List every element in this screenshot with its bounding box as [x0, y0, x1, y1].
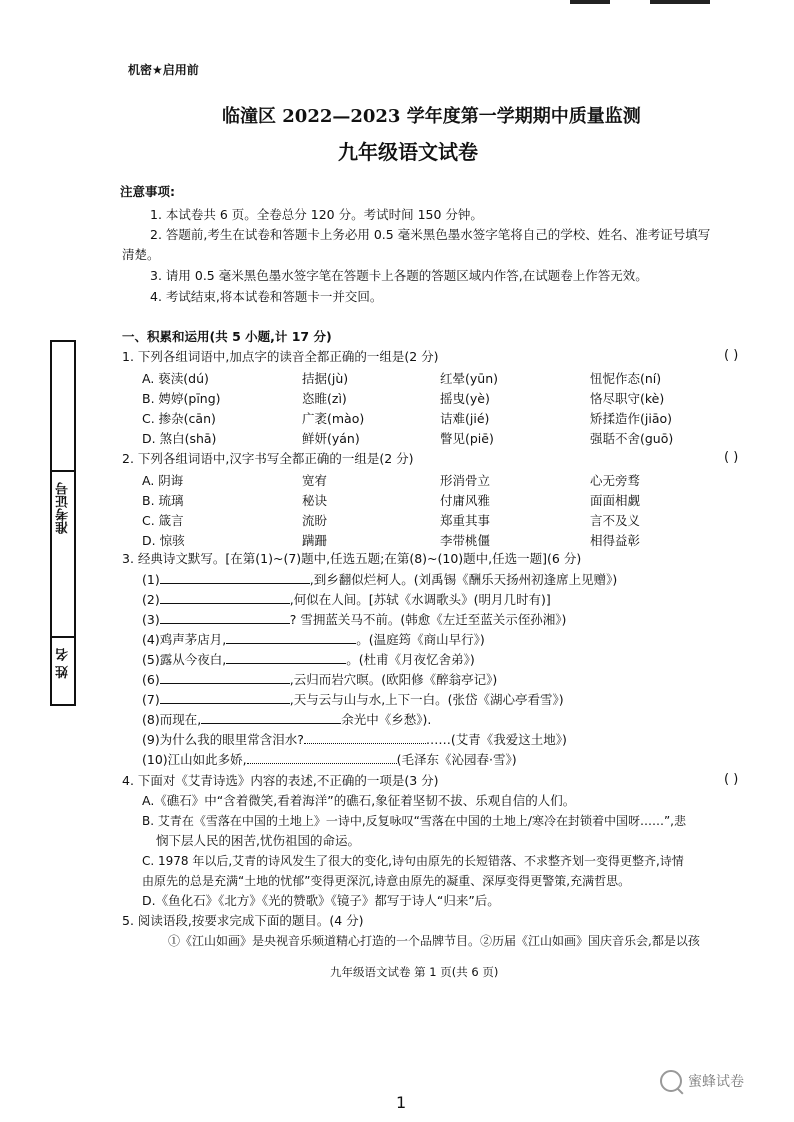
q3-line-8 — [142, 711, 431, 728]
side-divider — [50, 470, 74, 472]
exam-subtitle: 九年级语文试卷 — [338, 140, 478, 164]
q3-line-6-pre: (6) — [142, 672, 160, 687]
q3-line-6-post: ,云归而岩穴暝。(欧阳修《醉翁亭记》) — [289, 672, 498, 687]
question-5-stem: 5. 阅读语段,按要求完成下面的题目。(4 分) — [122, 913, 364, 928]
q2-a-1: A. 阴诲 — [142, 473, 184, 488]
name-label: 姓 名 — [56, 648, 71, 679]
answer-blank[interactable] — [304, 731, 426, 744]
answer-paren: ( ) — [724, 772, 739, 787]
q3-line-10-post: (毛泽东《沁园春·雪》) — [396, 752, 517, 767]
q1-a-4: 忸怩作态(ní) — [590, 371, 662, 386]
q3-line-8-post: 余光中《乡愁》). — [341, 712, 432, 727]
watermark-text: 蜜蜂试卷 — [688, 1074, 744, 1090]
answer-blank[interactable] — [160, 691, 290, 704]
notice-item: 2. 答题前,考生在试卷和答题卡上务必用 0.5 毫米黑色墨水签字笔将自己的学校、姓名、准考证号填写 — [150, 227, 711, 242]
q3-line-5 — [142, 651, 475, 668]
scan-top-mark — [540, 0, 740, 6]
notice-item: 4. 考试结束,将本试卷和答题卡一并交回。 — [150, 289, 383, 304]
q3-line-6 — [142, 671, 497, 688]
q2-b-1: B. 琉璃 — [142, 493, 184, 508]
q2-a-4: 心无旁骛 — [590, 473, 641, 488]
q3-line-9 — [142, 731, 567, 748]
q1-d-4: 强聒不舍(guō) — [590, 431, 674, 446]
q3-line-4-pre: (4)鸡声茅店月, — [142, 632, 227, 647]
q2-d-3: 李带桃僵 — [440, 533, 491, 548]
q3-line-1-pre: (1) — [142, 572, 160, 587]
q4-option-a: A.《礁石》中“含着微笑,看着海洋”的礁石,象征着坚韧不拔、乐观自信的人们。 — [142, 793, 576, 808]
exam-title: 临潼区 2022—2023 学年度第一学期期中质量监测 — [222, 106, 641, 127]
question-2-stem: 2. 下列各组词语中,汉字书写全都正确的一组是(2 分) — [122, 451, 414, 466]
q3-line-2 — [142, 591, 551, 608]
page-number: 1 — [396, 1093, 407, 1112]
q2-c-4: 言不及义 — [590, 513, 641, 528]
exam-id-label: 准考证号 — [56, 482, 71, 534]
q3-line-2-post: ,何似在人间。[苏轼《水调歌头》(明月几时有)] — [289, 592, 551, 607]
answer-blank[interactable] — [201, 711, 341, 724]
magnifier-icon — [660, 1070, 682, 1092]
notice-item: 3. 请用 0.5 毫米黑色墨水签字笔在答题卡上各题的答题区域内作答,在试题卷上作答无效。 — [150, 268, 648, 283]
q1-b-1: B. 娉婷(pīng) — [142, 391, 221, 406]
q5-passage: ①《江山如画》是央视音乐频道精心打造的一个品牌节目。②历届《江山如画》国庆音乐会,都是以孩 — [168, 934, 700, 948]
q2-b-2: 秘诀 — [302, 493, 328, 508]
q1-d-3: 瞥见(piē) — [440, 431, 494, 446]
q1-a-3: 红晕(yūn) — [440, 371, 498, 386]
q4-option-c: C. 1978 年以后,艾青的诗风发生了很大的变化,诗句由原先的长短错落、不求整齐划一变得更整齐,诗情 — [142, 854, 684, 868]
answer-paren: ( ) — [724, 348, 739, 363]
q1-b-3: 摇曳(yè) — [440, 391, 490, 406]
q4-option-d: D.《鱼化石》《北方》《光的赞歌》《镜子》都写于诗人“归来”后。 — [142, 893, 500, 908]
q1-c-2: 广袤(mào) — [302, 411, 365, 426]
q3-line-4-post: 。(温庭筠《商山早行》) — [356, 632, 485, 647]
q3-line-10-pre: (10)江山如此多娇, — [142, 752, 247, 767]
answer-blank[interactable] — [247, 751, 397, 764]
answer-blank[interactable] — [160, 611, 290, 624]
q4-option-b: B. 艾青在《雪落在中国的土地上》一诗中,反复咏叹“雪落在中国的土地上/寒冷在封锁着中国呀……”,悲 — [142, 814, 686, 828]
question-1-stem: 1. 下列各组词语中,加点字的读音全都正确的一组是(2 分) — [122, 349, 439, 364]
q3-line-3-post: ? 雪拥蓝关马不前。(韩愈《左迁至蓝关示侄孙湘》) — [289, 612, 567, 627]
q3-line-3 — [142, 611, 566, 628]
q3-line-9-pre: (9)为什么我的眼里常含泪水? — [142, 732, 304, 747]
q1-b-2: 恣睢(zì) — [302, 391, 347, 406]
answer-blank[interactable] — [226, 651, 346, 664]
q3-line-2-pre: (2) — [142, 592, 160, 607]
q1-a-1: A. 亵渎(dú) — [142, 371, 209, 386]
q3-line-1 — [142, 571, 617, 588]
answer-blank[interactable] — [160, 591, 290, 604]
q3-line-9-post: ……(艾青《我爱这土地》) — [425, 732, 567, 747]
q2-b-4: 面面相觑 — [590, 493, 641, 508]
q2-a-2: 宽宥 — [302, 473, 328, 488]
q1-b-4: 恪尽职守(kè) — [590, 391, 665, 406]
q4-option-c-cont: 由原先的总是充满“土地的忧郁”变得更深沉,诗意由原先的凝重、深厚变得更警策,充满哲思。 — [142, 874, 631, 888]
q2-a-3: 形消骨立 — [440, 473, 491, 488]
q3-line-8-pre: (8)而现在, — [142, 712, 202, 727]
q3-line-7-pre: (7) — [142, 692, 160, 707]
q2-c-1: C. 箴言 — [142, 513, 184, 528]
q3-line-3-pre: (3) — [142, 612, 160, 627]
notice-item: 1. 本试卷共 6 页。全卷总分 120 分。考试时间 150 分钟。 — [150, 207, 483, 222]
answer-paren: ( ) — [724, 450, 739, 465]
q4-option-b-cont: 悯下层人民的困苦,忧伤祖国的命运。 — [156, 833, 360, 848]
answer-blank[interactable] — [226, 631, 356, 644]
section-heading: 一、积累和运用(共 5 小题,计 17 分) — [122, 329, 332, 344]
q2-d-1: D. 惊骇 — [142, 533, 185, 548]
notice-item: 清楚。 — [122, 247, 160, 262]
q2-c-3: 郑重其事 — [440, 513, 491, 528]
q2-c-2: 流盼 — [302, 513, 328, 528]
page-info: 九年级语文试卷 第 1 页(共 6 页) — [330, 965, 499, 979]
side-divider — [50, 636, 74, 638]
watermark — [660, 1070, 744, 1092]
q3-line-10 — [142, 751, 517, 768]
q1-c-1: C. 掺杂(cān) — [142, 411, 216, 426]
q3-line-1-post: ,到乡翻似烂柯人。(刘禹锡《酬乐天扬州初逢席上见赠》) — [309, 572, 618, 587]
q1-d-2: 鲜妍(yán) — [302, 431, 360, 446]
notice-heading: 注意事项: — [120, 184, 175, 199]
secret-mark: 机密★启用前 — [128, 63, 199, 77]
q2-d-4: 相得益彰 — [590, 533, 641, 548]
q3-line-5-pre: (5)露从今夜白, — [142, 652, 227, 667]
q2-b-3: 付庸风雅 — [440, 493, 491, 508]
q3-line-5-post: 。(杜甫《月夜忆舍弟》) — [346, 652, 475, 667]
question-3-stem: 3. 经典诗文默写。[在第(1)~(7)题中,任选五题;在第(8)~(10)题中,任选一题](6 分) — [122, 551, 582, 566]
q1-d-1: D. 煞白(shā) — [142, 431, 217, 446]
q1-c-3: 诘难(jié) — [440, 411, 490, 426]
q3-line-4 — [142, 631, 485, 648]
answer-blank[interactable] — [160, 571, 310, 584]
q3-line-7-post: ,天与云与山与水,上下一白。(张岱《湖心亭看雪》) — [289, 692, 564, 707]
question-4-stem: 4. 下面对《艾青诗选》内容的表述,不正确的一项是(3 分) — [122, 773, 439, 788]
q2-d-2: 蹒跚 — [302, 533, 328, 548]
answer-blank[interactable] — [160, 671, 290, 684]
q1-a-2: 拮据(jù) — [302, 371, 349, 386]
q3-line-7 — [142, 691, 564, 708]
q1-c-4: 矫揉造作(jiāo) — [590, 411, 673, 426]
